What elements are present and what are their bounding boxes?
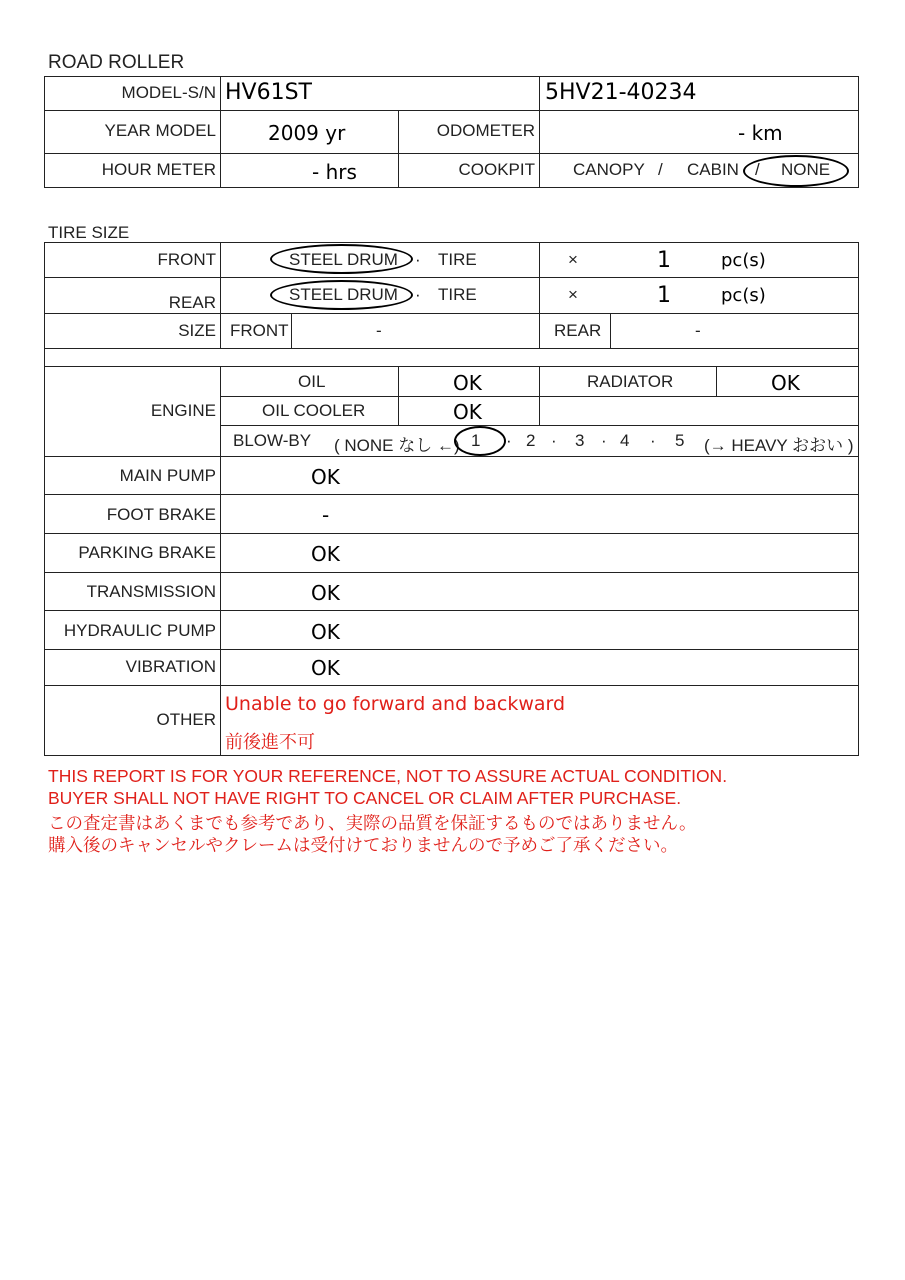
front-type-circle (270, 244, 413, 274)
cookpit-sep-1: / (658, 160, 663, 179)
odometer-value: - km (738, 121, 783, 145)
disclaimer-line-4: 購入後のキャンセルやクレームは受付けておりませんので予めご了承ください。 (48, 835, 678, 855)
model-sn-label: MODEL-S/N (121, 83, 216, 102)
tire-front-times: × (568, 250, 578, 269)
rear-type-circle (270, 280, 413, 310)
tire-front-label: FRONT (157, 250, 216, 269)
blowby-dot: · (650, 431, 656, 450)
serial-value: 5HV21-40234 (545, 80, 697, 105)
oil-cooler-value: OK (453, 400, 482, 424)
size-front-value: - (376, 321, 382, 340)
hour-meter-value: - hrs (312, 160, 357, 184)
tire-rear-dot: · (415, 285, 421, 304)
tire-rear-type: STEEL DRUM (289, 285, 398, 304)
blowby-selection-circle (454, 426, 506, 456)
year-model-label: YEAR MODEL (104, 121, 216, 140)
tire-rear-tire: TIRE (438, 285, 477, 304)
vibration-value: OK (311, 656, 340, 680)
tire-front-tire: TIRE (438, 250, 477, 269)
blowby-scale-5: 5 (675, 431, 685, 450)
hydraulic-pump-label: HYDRAULIC PUMP (63, 621, 216, 640)
parking-brake-value: OK (311, 542, 340, 566)
hydraulic-pump-value: OK (311, 620, 340, 644)
other-note-japanese: 前後進不可 (225, 732, 315, 753)
transmission-value: OK (311, 581, 340, 605)
tire-rear-times: × (568, 285, 578, 304)
model-value: HV61ST (225, 80, 312, 105)
cookpit-cabin: CABIN (687, 160, 739, 179)
main-pump-label: MAIN PUMP (119, 466, 216, 485)
year-value: 2009 yr (268, 121, 346, 145)
size-front-label: FRONT (230, 321, 289, 340)
oil-value: OK (453, 371, 482, 395)
tire-front-type: STEEL DRUM (289, 250, 398, 269)
cookpit-selection-circle (743, 155, 849, 187)
cookpit-canopy: CANOPY (573, 160, 645, 179)
vibration-label: VIBRATION (125, 657, 216, 676)
tire-front-qty: 1 (657, 248, 671, 273)
blowby-scale-3: 3 (575, 431, 585, 450)
blowby-scale-1: 1 (471, 431, 481, 450)
tire-rear-qty: 1 (657, 283, 671, 308)
tire-front-unit: pc(s) (721, 250, 766, 271)
other-label: OTHER (156, 710, 216, 729)
blowby-heavy-text: (→ HEAVY おおい ) (704, 436, 854, 455)
main-pump-value: OK (311, 465, 340, 489)
blowby-dot: · (551, 431, 557, 450)
tire-size-label: TIRE SIZE (48, 223, 130, 242)
tire-rear-label: REAR (168, 293, 216, 312)
size-rear-label: REAR (554, 321, 602, 340)
engine-label: ENGINE (150, 401, 216, 420)
other-note-english: Unable to go forward and backward (225, 693, 566, 715)
disclaimer-line-1: THIS REPORT IS FOR YOUR REFERENCE, NOT TO ASSURE ACTUAL CONDITION. (48, 766, 728, 786)
tire-rear-unit: pc(s) (721, 285, 766, 306)
blowby-dot: · (506, 431, 512, 450)
blowby-scale-2: 2 (526, 431, 536, 450)
odometer-label: ODOMETER (436, 121, 535, 140)
blowby-label: BLOW-BY (233, 431, 312, 450)
blowby-scale-4: 4 (620, 431, 630, 450)
disclaimer-line-3: この査定書はあくまでも参考であり、実際の品質を保証するものではありません。 (48, 813, 697, 833)
tire-front-dot: · (415, 250, 421, 269)
blowby-none-text: ( NONE なし ←) (334, 436, 460, 455)
disclaimer-line-2: BUYER SHALL NOT HAVE RIGHT TO CANCEL OR CLAIM AFTER PURCHASE. (48, 788, 682, 808)
foot-brake-value: - (322, 503, 330, 527)
cookpit-none: NONE (781, 160, 831, 179)
foot-brake-label: FOOT BRAKE (106, 505, 216, 524)
transmission-label: TRANSMISSION (86, 582, 216, 601)
parking-brake-label: PARKING BRAKE (78, 543, 216, 562)
size-rear-value: - (695, 321, 701, 340)
hour-meter-label: HOUR METER (101, 160, 216, 179)
blowby-dot: · (601, 431, 607, 450)
size-label: SIZE (178, 321, 216, 340)
radiator-value: OK (771, 371, 800, 395)
radiator-label: RADIATOR (587, 372, 674, 391)
oil-cooler-label: OIL COOLER (262, 401, 366, 420)
cookpit-sep-2: / (755, 160, 760, 179)
page-title: ROAD ROLLER (48, 52, 185, 73)
oil-label: OIL (298, 372, 326, 391)
cookpit-label: COOKPIT (458, 160, 535, 179)
